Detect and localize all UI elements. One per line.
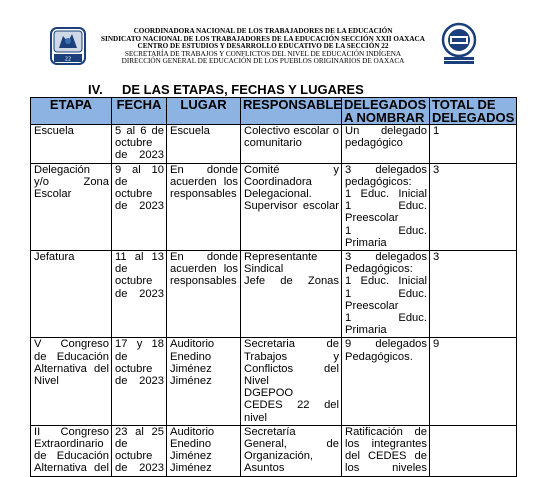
cell-etapa [31, 251, 112, 338]
cell-line: Jefatura [34, 251, 75, 264]
cell-line: acuerden los [170, 175, 238, 188]
cell-line: Jiménez [170, 362, 212, 375]
cell-line: acuerden los [170, 263, 238, 276]
cell-line: de [115, 175, 128, 188]
cell-line: 1 Educ. [345, 224, 427, 237]
cell-line: Primaria [345, 324, 387, 337]
cell-line: Alternativa del [34, 362, 109, 375]
cell-line: 17 y 18 [115, 338, 164, 351]
cell-total [430, 425, 517, 476]
cell-line: de [115, 350, 128, 363]
header-line-4: SECRETARÍA DE TRABAJOS Y CONFLICTOS DEL NIVEL DE EDUCACIÓN INDÍGENA [124, 49, 402, 58]
cell-line: pedagógicos: [345, 175, 412, 188]
table-row [31, 251, 517, 338]
header-line-5: DIRECCIÓN GENERAL DE EDUCACIÓN DE LOS PUEBLOS ORIGINARIOS DE OAXACA [121, 57, 405, 66]
cell-line: En donde [170, 163, 238, 176]
cell-line: 5 al 6 de [115, 125, 164, 137]
cell-etapa [31, 163, 112, 250]
cell-line: Un delegado [345, 125, 427, 137]
cell-delegados [342, 338, 430, 425]
cell-lugar [167, 251, 241, 338]
cell-line: Primaria [345, 236, 387, 249]
table-row [31, 125, 517, 164]
snte-logo-icon [438, 22, 480, 66]
cell-line: II Congreso [34, 425, 109, 438]
cell-responsable [241, 425, 342, 476]
cell-delegados [342, 125, 430, 164]
cell-fecha [112, 425, 167, 476]
cell-total: 1 [430, 125, 517, 164]
cell-line: Secretaría [244, 425, 296, 438]
table-row [31, 425, 517, 476]
section-number: IV. [88, 82, 103, 97]
cell-line: 9 delegados [345, 338, 427, 351]
table-row [31, 338, 517, 425]
cell-line: CEDES 22 del [244, 399, 339, 412]
table-header-row [31, 98, 517, 125]
cell-line: 1 Educ. Inicial [345, 275, 427, 288]
cell-line: de 2023 [115, 375, 164, 388]
document-header [0, 0, 534, 82]
cell-line: octubre [115, 137, 153, 150]
cell-lugar [167, 163, 241, 250]
cell-line: Sindical [244, 263, 284, 276]
cell-responsable [241, 125, 342, 164]
cell-line: de 2023 [115, 287, 164, 300]
cell-responsable [241, 251, 342, 338]
cell-fecha [112, 251, 167, 338]
cell-line: Preescolar [345, 299, 399, 312]
cell-line: responsables [170, 275, 237, 288]
cell-total: 3 [430, 163, 517, 250]
cell-line: Asuntos [244, 462, 285, 475]
cell-line: 1 Educ. Inicial [345, 188, 427, 201]
cell-line: los integrantes [345, 438, 427, 451]
cell-line: Auditorio [170, 425, 215, 438]
cell-responsable [241, 338, 342, 425]
cell-line: los niveles [345, 462, 427, 475]
cell-line: Enedino [170, 350, 212, 363]
cell-line: Delegación [34, 163, 90, 176]
cell-delegados [342, 163, 430, 250]
cell-line: Supervisor escolar [244, 200, 339, 213]
cell-line: Secretaria de [244, 338, 339, 351]
header-total: TOTAL DE DELEGADOS [430, 98, 517, 125]
cell-line: Ratificación de [345, 425, 427, 438]
cell-line: 1 Educ. [345, 312, 427, 325]
cell-line: Pedagógicos: [345, 263, 413, 276]
header-delegados: DELEGADOS A NOMBRAR [342, 98, 430, 125]
cell-line: En donde [170, 251, 238, 264]
stages-table [30, 97, 517, 477]
cell-line: Preescolar [345, 212, 399, 225]
header-lugar: LUGAR [167, 98, 241, 125]
cell-line: de Educación [34, 450, 109, 463]
cell-etapa [31, 125, 112, 164]
cell-line: octubre [115, 450, 153, 463]
cell-line: 9 al 10 [115, 163, 164, 176]
cell-line: 1 Educ. [345, 287, 427, 300]
cell-total: 9 [430, 338, 517, 425]
cell-delegados [342, 251, 430, 338]
cell-fecha [112, 163, 167, 250]
cell-line: octubre [115, 188, 153, 201]
cell-line: Enedino [170, 438, 212, 451]
cell-responsable [241, 163, 342, 250]
header-line-1: COORDINADORA NACIONAL DE LOS TRABAJADORES DE LA EDUCACIÓN [133, 27, 393, 35]
cell-line: 1 Educ. [345, 200, 427, 213]
cell-line: de [115, 438, 128, 451]
cell-line: Auditorio [170, 338, 215, 351]
cell-line: 3 delegados [345, 251, 427, 264]
header-lines [92, 28, 434, 66]
cell-fecha [112, 125, 167, 164]
section-heading: DE LAS ETAPAS, FECHAS Y LUGARES [122, 82, 364, 97]
svg-text:22: 22 [64, 56, 72, 63]
cell-line: de 2023 [115, 149, 164, 162]
cell-line: Nivel [34, 375, 59, 388]
cell-line: Jefe de Zonas [244, 275, 339, 288]
header-line-2: SINDICATO NACIONAL DE LOS TRABAJADORES DE LA EDUCACIÓN SECCIÓN XXII OAXACA [101, 34, 425, 43]
cell-line: Pedagógicos. [345, 350, 413, 363]
section-title [88, 82, 364, 97]
cell-line: DGEPOO [244, 387, 294, 400]
cell-total: 3 [430, 251, 517, 338]
cell-line: del CEDES de [345, 450, 427, 463]
cell-line: Extraordinario [34, 438, 104, 451]
cell-lugar [167, 425, 241, 476]
cell-line: General, de [244, 438, 339, 451]
cell-line: de Educación [34, 350, 109, 363]
cell-line: nivel [244, 411, 268, 424]
cell-lugar [167, 125, 241, 164]
cell-line: Delegacional. [244, 188, 312, 201]
cell-line: octubre [115, 362, 153, 375]
cell-line: Jiménez [170, 450, 212, 463]
cell-line: Representante [244, 251, 318, 264]
cell-line: Escuela [34, 125, 74, 137]
cell-line: de 2023 [115, 200, 164, 213]
cell-line: Alternativa del [34, 462, 109, 475]
cell-line: Organización, [244, 450, 314, 463]
cell-line: V Congreso [34, 338, 109, 351]
cell-line: 11 al 13 [115, 251, 164, 264]
cell-line: Comité y [244, 163, 339, 176]
cell-line: Escolar [34, 188, 72, 201]
header-responsable: RESPONSABLE [241, 98, 342, 125]
seal-logo-icon [47, 26, 89, 66]
cell-line: Trabajos y [244, 350, 339, 363]
cell-lugar [167, 338, 241, 425]
header-line-3: CENTRO DE ESTUDIOS Y DESARROLLO EDUCATIVO DE LA SECCIÓN 22 [137, 42, 389, 51]
cell-line: octubre [115, 275, 153, 288]
header-etapa: ETAPA [31, 98, 112, 125]
header-fecha: FECHA [112, 98, 167, 125]
cell-line: responsables [170, 188, 237, 201]
cell-line: y/o Zona [34, 175, 109, 188]
cell-line: Conflictos del Nivel [244, 362, 339, 388]
cell-line: Coordinadora [244, 175, 312, 188]
cell-etapa [31, 425, 112, 476]
table-row [31, 163, 517, 250]
cell-line: 3 delegados [345, 163, 427, 176]
cell-etapa [31, 338, 112, 425]
cell-line: Escuela [170, 125, 210, 137]
cell-line: Jiménez [170, 375, 212, 388]
cell-line: comunitario [244, 137, 302, 150]
cell-delegados [342, 425, 430, 476]
cell-line: de 2023 [115, 462, 164, 475]
cell-line: pedagógico [345, 137, 403, 150]
cell-line: de [115, 263, 128, 276]
cell-line: 23 al 25 [115, 425, 164, 438]
cell-line: Jiménez [170, 462, 212, 475]
cell-line: Colectivo escolar o [244, 125, 339, 137]
cell-fecha [112, 338, 167, 425]
